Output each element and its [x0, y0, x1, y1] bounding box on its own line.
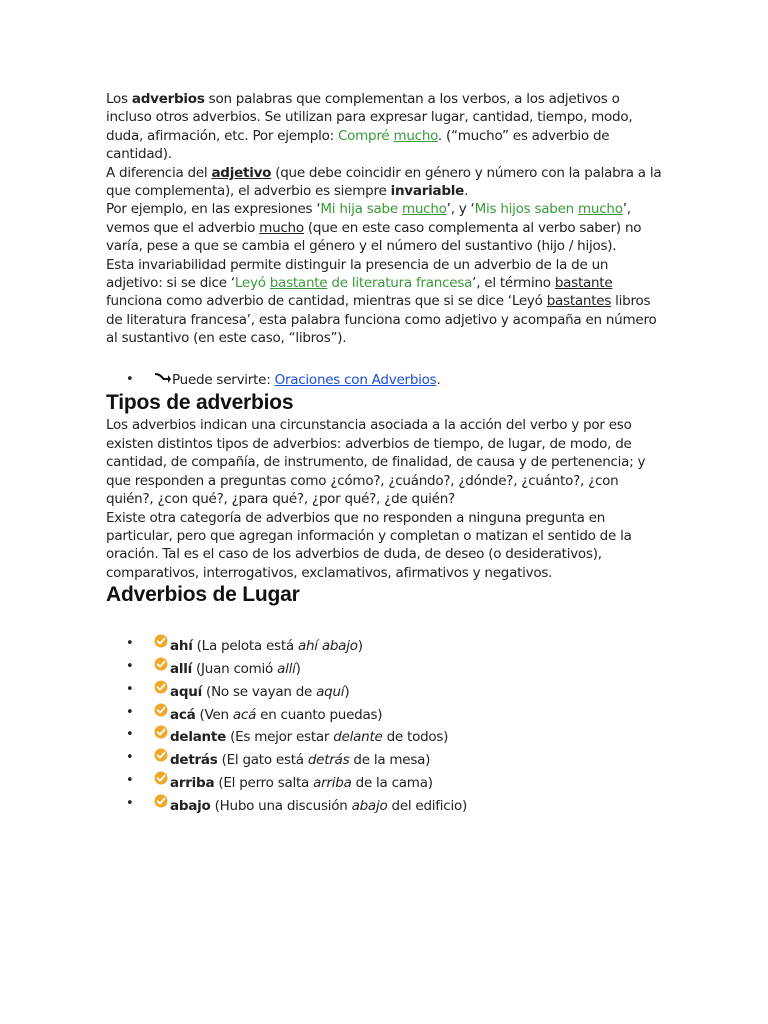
check-circle-icon: [154, 771, 168, 785]
example-text: (El gato está: [217, 752, 308, 769]
example-mucho-2: mucho: [578, 201, 623, 218]
tipos-paragraph-2: Existe otra categoría de adverbios que no responden a ninguna pregunta en particular, pero que agregan información y completan o matizan el sentido de la oración. Tal es el caso de los adverbios de duda, de deseo (o desiderativos), comparativos, interrogativos, exclamativos, afirmativos y negativos.: [106, 509, 632, 581]
bullet-dot: •: [126, 371, 134, 387]
lugar-list-item: [106, 725, 666, 748]
lugar-list-item: [106, 748, 666, 771]
bullet-dot: •: [126, 658, 134, 674]
example-leyo: Leyó: [234, 275, 266, 292]
bullet-dot: •: [126, 727, 134, 743]
underlined-mucho: mucho: [259, 219, 304, 236]
check-circle-icon: [154, 634, 168, 648]
lugar-list-item: [106, 657, 666, 680]
example-adverb: allí: [277, 660, 296, 677]
example-mis-hijos: Mis hijos saben: [474, 201, 574, 218]
example-text-end: del edificio): [387, 797, 468, 814]
bullet-dot: •: [126, 636, 134, 652]
bullet-dot: •: [126, 795, 134, 811]
example-adverb: aquí: [316, 683, 345, 700]
example-text: (No se vayan de: [202, 683, 317, 700]
tip-list-item: • Puede servirte: Oraciones con Adverbios.: [106, 370, 666, 391]
check-circle-icon: [154, 794, 168, 808]
adverb-word: arriba: [170, 774, 215, 791]
example-text-end: en cuanto puedas): [256, 706, 383, 723]
lugar-list-item: [106, 771, 666, 794]
intro-paragraph-3: Por ejemplo, en las expresiones ‘Mi hija sabe mucho’, y ‘Mis hijos saben mucho’, vemos que el adverbio mucho (que en este caso complementa al verbo saber) no varía, pese a que se cambia el género y el número del sustantivo (hijo / hijos).: [106, 201, 642, 255]
tip-label: Puede servirte:: [172, 371, 275, 388]
lugar-list-item: [106, 634, 666, 657]
example-text-end: ): [295, 660, 301, 677]
check-circle-icon: [154, 703, 168, 717]
link-oraciones-con-adverbios[interactable]: Oraciones con Adverbios: [274, 371, 437, 388]
example-adverb: detrás: [307, 752, 350, 769]
example-adverb: abajo: [351, 797, 388, 814]
example-text: (La pelota está: [192, 638, 298, 655]
underlined-bastantes: bastantes: [546, 293, 612, 310]
adverb-word: detrás: [170, 752, 218, 769]
bullet-dot: •: [126, 681, 134, 697]
example-adverb: ahí abajo: [297, 638, 358, 655]
intro-paragraph-1: Los adverbios son palabras que complementan a los verbos, a los adjetivos o incluso otros adverbios. Se utilizan para expresar lugar, cantidad, tiempo, modo, duda, afirmación, etc. Por ejemplo: Compré mucho. (“mucho” es adverbio de cantidad).: [106, 91, 633, 163]
keyword-adverbios: adverbios: [131, 91, 205, 107]
example-adverb: acá: [232, 706, 257, 723]
intro-paragraph-2: A diferencia del adjetivo (que debe coincidir en género y número con la palabra a la que complementa), el adverbio es siempre invariable.: [106, 164, 662, 200]
lugar-list-item: [106, 794, 666, 817]
bullet-dot: •: [126, 772, 134, 788]
lugar-list-item: [106, 680, 666, 703]
intro-paragraph-4: Esta invariabilidad permite distinguir la presencia de un adverbio de la de un adjetivo: si se dice ‘Leyó bastante de literatura francesa’, el término bastante funciona como adverbio de cantidad, mientras que si se dice ‘Leyó bastantes libros de literatura francesa’, esta palabra funciona como adjetivo y acompaña en número al sustantivo (en este caso, “libros”).: [106, 256, 657, 347]
underlined-bastante: bastante: [554, 275, 613, 292]
example-text-end: ): [344, 683, 350, 700]
example-text: (Es mejor estar: [226, 729, 334, 746]
check-circle-icon: [154, 748, 168, 762]
example-literatura: de literatura francesa: [331, 275, 473, 292]
adverb-word: aquí: [170, 683, 203, 700]
keyword-adjetivo: adjetivo: [211, 164, 272, 181]
example-text-end: de todos): [382, 729, 449, 746]
example-text: (Juan comió: [192, 660, 278, 677]
example-text: (El perro salta: [214, 774, 314, 791]
adverb-word: abajo: [170, 797, 211, 814]
example-text: (Hubo una discusión: [210, 797, 352, 814]
example-adverb: delante: [333, 729, 383, 746]
check-circle-icon: [154, 725, 168, 739]
bullet-dot: •: [126, 704, 134, 720]
tipos-paragraph-1: Los adverbios indican una circunstancia asociada a la acción del verbo y por eso existen distintos tipos de adverbios: adverbios de tiempo, de lugar, de modo, de cantidad, de compañía, de instrumento, de finalidad, de causa y de pertenencia; y que responden a preguntas como ¿cómo?, ¿cuándo?, ¿dónde?, ¿cuánto?, ¿con quién?, ¿con qué?, ¿para qué?, ¿por qué?, ¿de quién?: [106, 417, 646, 508]
example-adverb: arriba: [313, 774, 352, 791]
example-text-end: de la cama): [351, 774, 433, 791]
heading-tipos-de-adverbios: Tipos de adverbios: [106, 391, 294, 415]
arrow-icon: [154, 371, 172, 385]
adverb-word: allí: [170, 660, 192, 677]
lugar-list-item: [106, 703, 666, 726]
adverb-word: ahí: [170, 638, 193, 655]
bullet-dot: •: [126, 750, 134, 766]
tip-list: [106, 370, 666, 391]
example-mucho-1: mucho: [401, 201, 447, 218]
adverb-word: delante: [170, 729, 227, 746]
example-text-end: ): [357, 638, 363, 655]
example-text: (Ven: [195, 706, 233, 723]
heading-adverbios-de-lugar: Adverbios de Lugar: [106, 583, 300, 607]
document-page: [106, 90, 666, 817]
example-text-end: de la mesa): [349, 752, 431, 769]
keyword-invariable: invariable: [390, 183, 465, 200]
example-mucho: mucho: [393, 127, 438, 144]
adverb-word: acá: [170, 706, 196, 723]
example-compre: Compré: [337, 127, 390, 144]
example-bastante: bastante: [269, 275, 328, 292]
check-circle-icon: [154, 680, 168, 694]
example-mi-hija: Mi hija sabe: [320, 201, 398, 218]
check-circle-icon: [154, 657, 168, 671]
lugar-list: [106, 634, 666, 816]
